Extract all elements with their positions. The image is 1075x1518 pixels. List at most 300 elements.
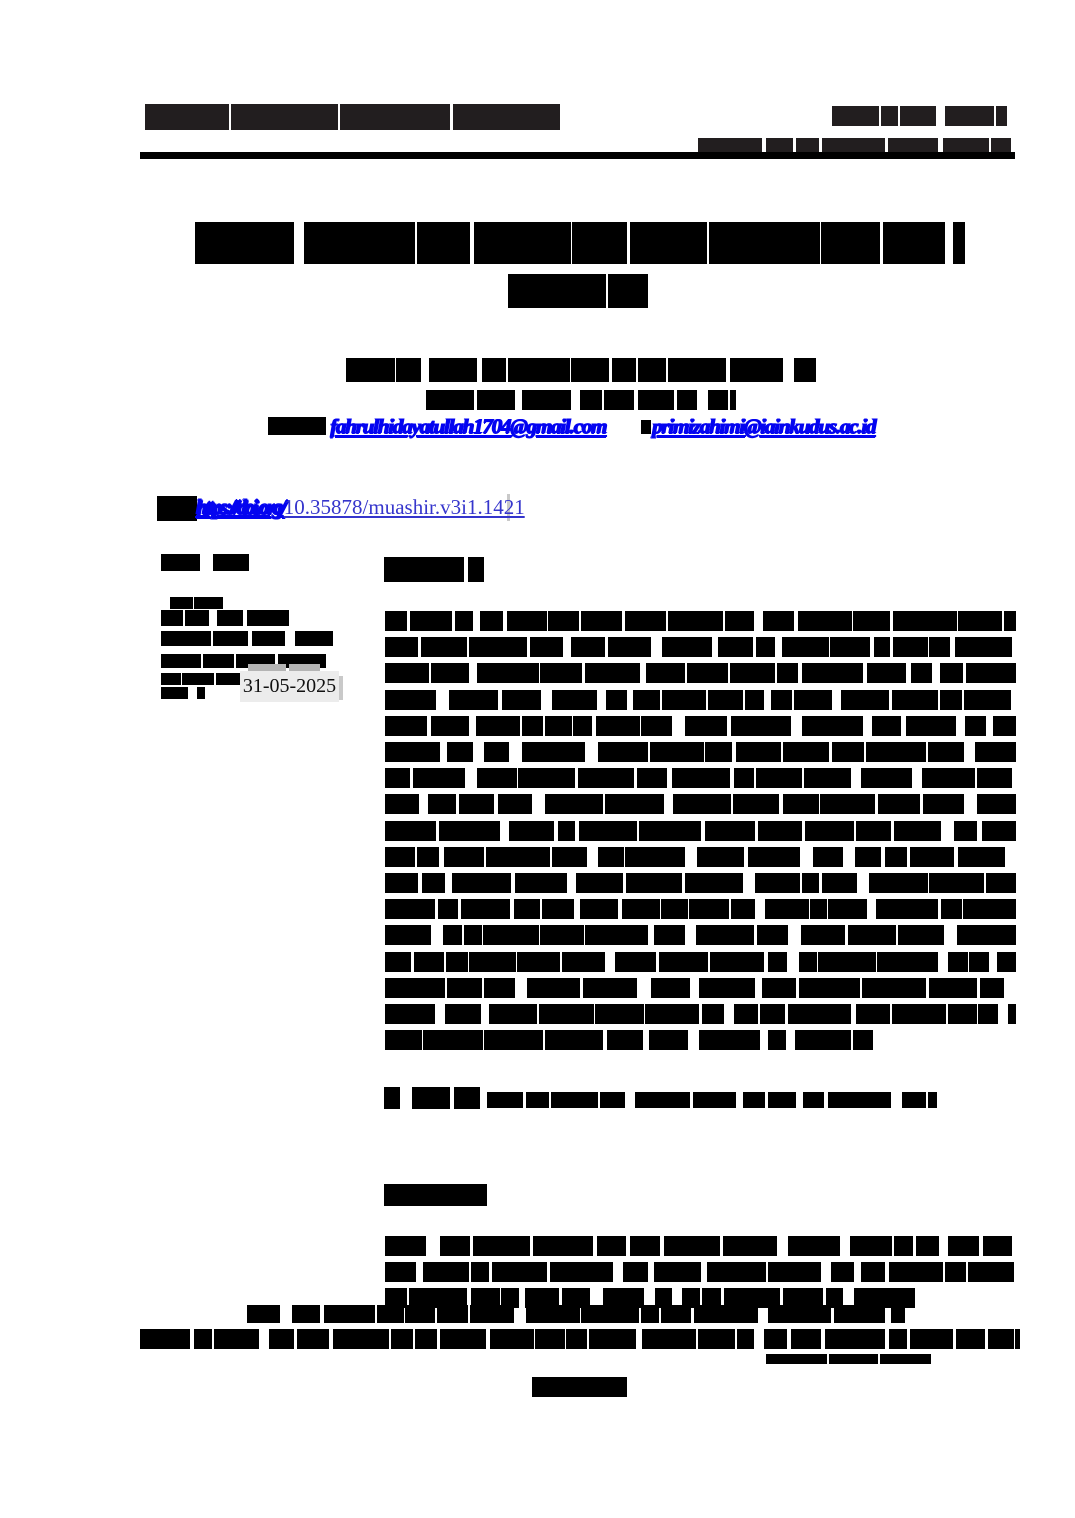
redacted-word-blob	[731, 716, 791, 736]
redacted-word-blob	[853, 611, 889, 631]
redacted-word-blob	[977, 768, 1012, 788]
redacted-word-blob	[760, 1004, 785, 1024]
redacted-word-blob	[698, 138, 762, 153]
redacted-word-blob	[646, 663, 685, 683]
redacted-word-blob	[539, 1004, 594, 1024]
redacted-word-blob	[910, 847, 954, 867]
redacted-word-blob	[893, 611, 957, 631]
redacted-word-blob	[216, 673, 241, 685]
redacted-word-blob	[709, 222, 820, 264]
redacted-word-blob	[880, 1354, 931, 1364]
redacted-word-blob	[161, 687, 188, 699]
redacted-word-blob	[734, 1004, 759, 1024]
redacted-word-blob	[385, 716, 427, 736]
abstract-body-line	[385, 690, 1016, 710]
sidebar-line-5	[161, 673, 241, 685]
redacted-word-blob	[161, 554, 200, 571]
redacted-word-blob	[872, 716, 900, 736]
redacted-word-blob	[733, 794, 780, 814]
redacted-word-blob	[385, 925, 431, 945]
redacted-word-blob	[841, 690, 889, 710]
sidebar-line-6	[161, 687, 205, 699]
redacted-word-blob	[476, 716, 519, 736]
redacted-word-blob	[664, 1236, 721, 1256]
redacted-word-blob	[213, 554, 249, 571]
redacted-word-blob	[197, 687, 205, 699]
redacted-word-blob	[607, 1030, 643, 1050]
redacted-word-blob	[385, 1236, 426, 1256]
abstract-body-line	[385, 821, 1016, 841]
abstrak-heading	[384, 1184, 487, 1206]
redacted-word-blob	[469, 637, 527, 657]
redacted-word-blob	[550, 1262, 613, 1282]
redacted-word-blob	[677, 390, 696, 410]
redacted-word-blob	[600, 1092, 625, 1108]
redacted-word-blob	[324, 1305, 375, 1323]
redacted-word-blob	[583, 978, 637, 998]
redacted-word-blob	[948, 1236, 979, 1256]
redacted-word-blob	[502, 690, 542, 710]
email-label	[268, 417, 326, 435]
redacted-word-blob	[552, 690, 597, 710]
doi-url-prefix[interactable]: https://doi.org/	[196, 495, 284, 519]
redacted-word-blob	[385, 690, 436, 710]
redacted-word-blob	[540, 925, 584, 945]
redacted-word-blob	[876, 899, 938, 919]
redacted-word-blob	[948, 1004, 976, 1024]
redacted-word-blob	[802, 716, 864, 736]
redacted-word-blob	[861, 768, 911, 788]
redacted-word-blob	[297, 1329, 329, 1349]
redacted-word-blob	[195, 222, 294, 264]
redacted-word-blob	[140, 1329, 190, 1349]
redacted-word-blob	[612, 358, 636, 382]
redacted-word-blob	[702, 1288, 720, 1308]
redacted-word-blob	[597, 1236, 626, 1256]
redacted-word-blob	[798, 611, 853, 631]
redacted-word-blob	[608, 637, 652, 657]
redacted-word-blob	[685, 873, 744, 893]
redacted-word-blob	[710, 952, 764, 972]
redacted-word-blob	[384, 557, 464, 582]
sidebar-line-3	[161, 631, 333, 646]
redacted-word-blob	[385, 742, 440, 762]
redacted-word-blob	[605, 794, 663, 814]
redacted-word-blob	[649, 1030, 688, 1050]
redacted-word-blob	[508, 274, 606, 308]
redacted-word-blob	[507, 611, 547, 631]
redacted-word-blob	[580, 899, 618, 919]
redacted-word-blob	[522, 742, 585, 762]
redacted-word-blob	[869, 873, 928, 893]
redacted-word-blob	[445, 1004, 481, 1024]
redacted-word-blob	[763, 611, 794, 631]
redacted-word-blob	[685, 716, 727, 736]
redacted-word-blob	[252, 631, 285, 646]
doi-badge	[157, 496, 197, 521]
redacted-word-blob	[724, 1288, 780, 1308]
redacted-word-blob	[889, 1329, 907, 1349]
redacted-word-blob	[768, 1030, 787, 1050]
redacted-word-blob	[295, 631, 333, 646]
redacted-word-blob	[825, 1329, 886, 1349]
redacted-word-blob	[708, 390, 728, 410]
abstract-body-line	[385, 716, 1016, 736]
abstract-body-line	[385, 794, 1016, 814]
redacted-word-blob	[517, 952, 559, 972]
redacted-word-blob	[889, 1262, 943, 1282]
redacted-word-blob	[945, 1262, 966, 1282]
redacted-word-blob	[170, 597, 193, 609]
redacted-word-blob	[650, 742, 704, 762]
redacted-word-blob	[801, 925, 844, 945]
redacted-word-blob	[651, 978, 690, 998]
redacted-word-blob	[346, 358, 395, 382]
footer-fragment	[766, 1354, 931, 1364]
redacted-word-blob	[194, 597, 222, 609]
redacted-word-blob	[829, 1354, 878, 1364]
redacted-word-blob	[723, 1236, 777, 1256]
redacted-word-blob	[966, 663, 1016, 683]
redacted-word-blob	[799, 978, 860, 998]
redacted-word-blob	[850, 1236, 892, 1256]
redacted-word-blob	[385, 899, 435, 919]
redacted-word-blob	[385, 952, 411, 972]
redacted-word-blob	[898, 925, 943, 945]
redacted-word-blob	[333, 1329, 389, 1349]
redacted-word-blob	[718, 637, 753, 657]
redacted-word-blob	[545, 716, 572, 736]
redacted-word-blob	[161, 610, 183, 626]
keywords-line	[487, 1092, 937, 1108]
redacted-word-blob	[385, 1288, 407, 1308]
redacted-word-blob	[878, 794, 920, 814]
redacted-word-blob	[766, 1354, 827, 1364]
redacted-word-blob	[527, 978, 580, 998]
redacted-word-blob	[705, 742, 732, 762]
abstract-body-line	[385, 742, 1016, 762]
redacted-word-blob	[412, 1087, 450, 1109]
redacted-word-blob	[866, 742, 927, 762]
abstract-body-line	[385, 978, 1016, 998]
redacted-word-blob	[461, 899, 510, 919]
redacted-word-blob	[910, 1329, 953, 1349]
redacted-word-blob	[818, 952, 876, 972]
redacted-word-blob	[585, 925, 648, 945]
redacted-word-blob	[396, 358, 421, 382]
abstrak-body-line	[385, 1288, 915, 1308]
redacted-word-blob	[185, 610, 209, 626]
redacted-word-blob	[452, 873, 511, 893]
redacted-word-blob	[941, 899, 962, 919]
redacted-word-blob	[693, 1092, 737, 1108]
redacted-word-blob	[993, 716, 1016, 736]
redacted-word-blob	[980, 978, 1004, 998]
redacted-word-blob	[802, 663, 864, 683]
redacted-word-blob	[943, 138, 988, 153]
redacted-word-blob	[1015, 1329, 1020, 1349]
redacted-word-blob	[579, 821, 637, 841]
abstract-body-line	[385, 611, 1016, 631]
redacted-word-blob	[940, 663, 963, 683]
redacted-word-blob	[853, 1030, 874, 1050]
redacted-word-blob	[625, 847, 685, 867]
redacted-word-blob	[548, 611, 579, 631]
redacted-word-blob	[385, 821, 436, 841]
redacted-word-blob	[161, 654, 201, 668]
redacted-word-blob	[182, 673, 213, 685]
redacted-word-blob	[585, 663, 640, 683]
redacted-word-blob	[707, 1262, 765, 1282]
redacted-word-blob	[161, 673, 181, 685]
redacted-word-blob	[771, 690, 793, 710]
redacted-word-blob	[820, 794, 875, 814]
redacted-word-blob	[1008, 1004, 1016, 1024]
redacted-word-blob	[542, 899, 574, 919]
redacted-word-blob	[428, 794, 455, 814]
redacted-word-blob	[487, 1092, 523, 1108]
redacted-word-blob	[768, 952, 787, 972]
redacted-word-blob	[867, 663, 906, 683]
abstrak-body-line	[385, 1262, 1016, 1282]
redacted-word-blob	[916, 1236, 939, 1256]
redacted-word-blob	[490, 1329, 534, 1349]
redacted-word-blob	[928, 1092, 937, 1108]
redacted-word-blob	[1004, 611, 1016, 631]
redacted-word-blob	[794, 358, 816, 382]
article-title-line-2	[508, 274, 648, 308]
redacted-word-blob	[689, 899, 729, 919]
redacted-word-blob	[923, 794, 964, 814]
abstract-body-line	[385, 873, 1016, 893]
redacted-word-blob	[902, 1092, 927, 1108]
redacted-word-blob	[906, 716, 956, 736]
redacted-word-blob	[832, 106, 879, 126]
redacted-word-blob	[384, 1087, 400, 1109]
redacted-word-blob	[958, 611, 1002, 631]
redacted-word-blob	[978, 1004, 998, 1024]
redacted-word-blob	[638, 390, 674, 410]
redacted-word-blob	[662, 637, 713, 657]
redacted-word-blob	[247, 610, 289, 626]
abstract-body-line	[385, 847, 1016, 867]
abstrak-body-line	[385, 1236, 1016, 1256]
redacted-word-blob	[194, 1329, 213, 1349]
redacted-word-blob	[892, 690, 937, 710]
redacted-word-blob	[562, 1288, 590, 1308]
redacted-word-blob	[415, 1329, 437, 1349]
redacted-word-blob	[862, 978, 926, 998]
redacted-word-blob	[922, 768, 975, 788]
redacted-word-blob	[799, 952, 817, 972]
redacted-word-blob	[581, 611, 622, 631]
redacted-word-blob	[525, 1288, 559, 1308]
redacted-word-blob	[955, 637, 1012, 657]
keywords-label	[384, 1087, 480, 1109]
redacted-word-blob	[417, 222, 470, 264]
redacted-word-blob	[453, 104, 560, 130]
authors-line	[346, 358, 816, 382]
redacted-word-blob	[514, 899, 541, 919]
redacted-word-blob	[748, 847, 800, 867]
redacted-word-blob	[484, 978, 515, 998]
redacted-word-blob	[768, 1262, 821, 1282]
redacted-word-blob	[768, 1092, 795, 1108]
abstract-body-line	[385, 637, 1016, 657]
redacted-word-blob	[414, 952, 444, 972]
redacted-word-blob	[645, 1004, 699, 1024]
redacted-word-blob	[730, 358, 783, 382]
redacted-word-blob	[603, 1288, 644, 1308]
redacted-word-blob	[828, 899, 867, 919]
redacted-word-blob	[945, 106, 994, 126]
redacted-word-blob	[515, 873, 568, 893]
email-separator	[641, 420, 651, 434]
redacted-word-blob	[783, 742, 829, 762]
redacted-word-blob	[501, 1288, 520, 1308]
accepted-date-field	[240, 671, 339, 702]
redacted-word-blob	[777, 663, 798, 683]
redacted-word-blob	[455, 611, 473, 631]
redacted-word-blob	[413, 768, 465, 788]
doi-link[interactable]	[196, 495, 525, 520]
redacted-word-blob	[965, 716, 986, 736]
redacted-word-blob	[788, 1236, 840, 1256]
redacted-word-blob	[580, 390, 601, 410]
redacted-word-blob	[545, 794, 602, 814]
redacted-word-blob	[431, 663, 469, 683]
redacted-word-blob	[975, 742, 1016, 762]
redacted-word-blob	[231, 104, 338, 130]
redacted-word-blob	[698, 1329, 736, 1349]
redacted-word-blob	[637, 768, 667, 788]
redacted-word-blob	[213, 631, 248, 646]
redacted-word-blob	[518, 768, 574, 788]
redacted-word-blob	[385, 978, 445, 998]
redacted-word-blob	[469, 952, 515, 972]
redacted-word-blob	[725, 611, 755, 631]
redacted-word-blob	[429, 358, 477, 382]
redacted-word-blob	[473, 1236, 531, 1256]
redacted-word-blob	[474, 222, 571, 264]
redacted-word-blob	[940, 690, 962, 710]
redacted-word-blob	[802, 873, 819, 893]
redacted-word-blob	[883, 222, 945, 264]
redacted-word-blob	[489, 1004, 537, 1024]
redacted-word-blob	[736, 742, 781, 762]
abstract-body-line	[385, 925, 1016, 945]
redacted-word-blob	[832, 742, 865, 762]
redacted-word-blob	[929, 978, 977, 998]
redacted-word-blob	[214, 1329, 259, 1349]
redacted-word-blob	[881, 106, 899, 126]
redacted-word-blob	[756, 637, 775, 657]
redacted-word-blob	[623, 1262, 649, 1282]
redacted-word-blob	[630, 222, 706, 264]
author-email-link-2[interactable]: primizahimi@iainkudus.ac.id	[652, 414, 876, 438]
redacted-word-blob	[596, 716, 639, 736]
redacted-word-blob	[672, 768, 730, 788]
redacted-word-blob	[702, 1004, 724, 1024]
redacted-word-blob	[423, 1030, 483, 1050]
redacted-word-blob	[447, 978, 482, 998]
redacted-word-blob	[385, 1004, 435, 1024]
accepted-date-value: 31-05-2025	[242, 675, 337, 697]
redacted-word-blob	[764, 1329, 787, 1349]
article-title-line-1	[195, 222, 965, 264]
redacted-word-blob	[900, 106, 936, 126]
redacted-word-blob	[595, 1004, 644, 1024]
redacted-word-blob	[791, 1329, 821, 1349]
redacted-word-blob	[385, 794, 419, 814]
redacted-word-blob	[440, 1236, 470, 1256]
redacted-word-blob	[573, 716, 593, 736]
author-email-link-1[interactable]: fahrulhidayatullah1704@gmail.com	[330, 414, 607, 438]
redacted-word-blob	[699, 1030, 760, 1050]
redacted-word-blob	[443, 925, 462, 945]
redacted-word-blob	[522, 716, 543, 736]
redacted-word-blob	[638, 358, 666, 382]
redacted-word-blob	[682, 1288, 700, 1308]
redacted-word-blob	[948, 952, 969, 972]
redacted-word-blob	[533, 1236, 594, 1256]
redacted-word-blob	[477, 768, 517, 788]
redacted-word-blob	[551, 1092, 598, 1108]
redacted-word-blob	[929, 873, 984, 893]
redacted-word-blob	[957, 925, 1016, 945]
redacted-word-blob	[477, 663, 538, 683]
redacted-word-blob	[874, 637, 890, 657]
redacted-word-blob	[385, 1262, 416, 1282]
redacted-word-blob	[986, 873, 1016, 893]
redacted-word-blob	[530, 637, 564, 657]
header-issue-info	[832, 106, 1007, 126]
date-caret	[339, 676, 343, 700]
redacted-word-blob	[705, 821, 755, 841]
redacted-word-blob	[668, 611, 723, 631]
redacted-word-blob	[304, 222, 415, 264]
redacted-word-blob	[745, 690, 764, 710]
doi-identifier[interactable]: 10.35878/muashir.v3i1.1421	[283, 495, 525, 519]
redacted-word-blob	[509, 821, 554, 841]
redacted-word-blob	[661, 899, 688, 919]
redacted-word-blob	[439, 821, 500, 841]
redacted-word-blob	[615, 952, 656, 972]
abstract-body-line	[385, 663, 1016, 683]
redacted-word-blob	[409, 1288, 467, 1308]
redacted-word-blob	[697, 847, 744, 867]
redacted-word-blob	[422, 873, 445, 893]
redacted-word-blob	[766, 138, 793, 153]
redacted-word-blob	[385, 611, 407, 631]
redacted-word-blob	[410, 611, 452, 631]
redacted-word-blob	[571, 637, 604, 657]
redacted-word-blob	[608, 274, 648, 308]
redacted-word-blob	[558, 821, 575, 841]
redacted-word-blob	[477, 390, 515, 410]
redacted-word-blob	[668, 358, 726, 382]
redacted-word-blob	[782, 637, 829, 657]
redacted-word-blob	[854, 1288, 915, 1308]
redacted-word-blob	[552, 847, 587, 867]
redacted-word-blob	[385, 768, 410, 788]
redacted-word-blob	[626, 873, 681, 893]
affiliation-line	[426, 390, 736, 410]
redacted-word-blob	[795, 1030, 851, 1050]
redacted-word-blob	[737, 1329, 754, 1349]
redacted-word-blob	[385, 1030, 422, 1050]
redacted-word-blob	[828, 1092, 891, 1108]
